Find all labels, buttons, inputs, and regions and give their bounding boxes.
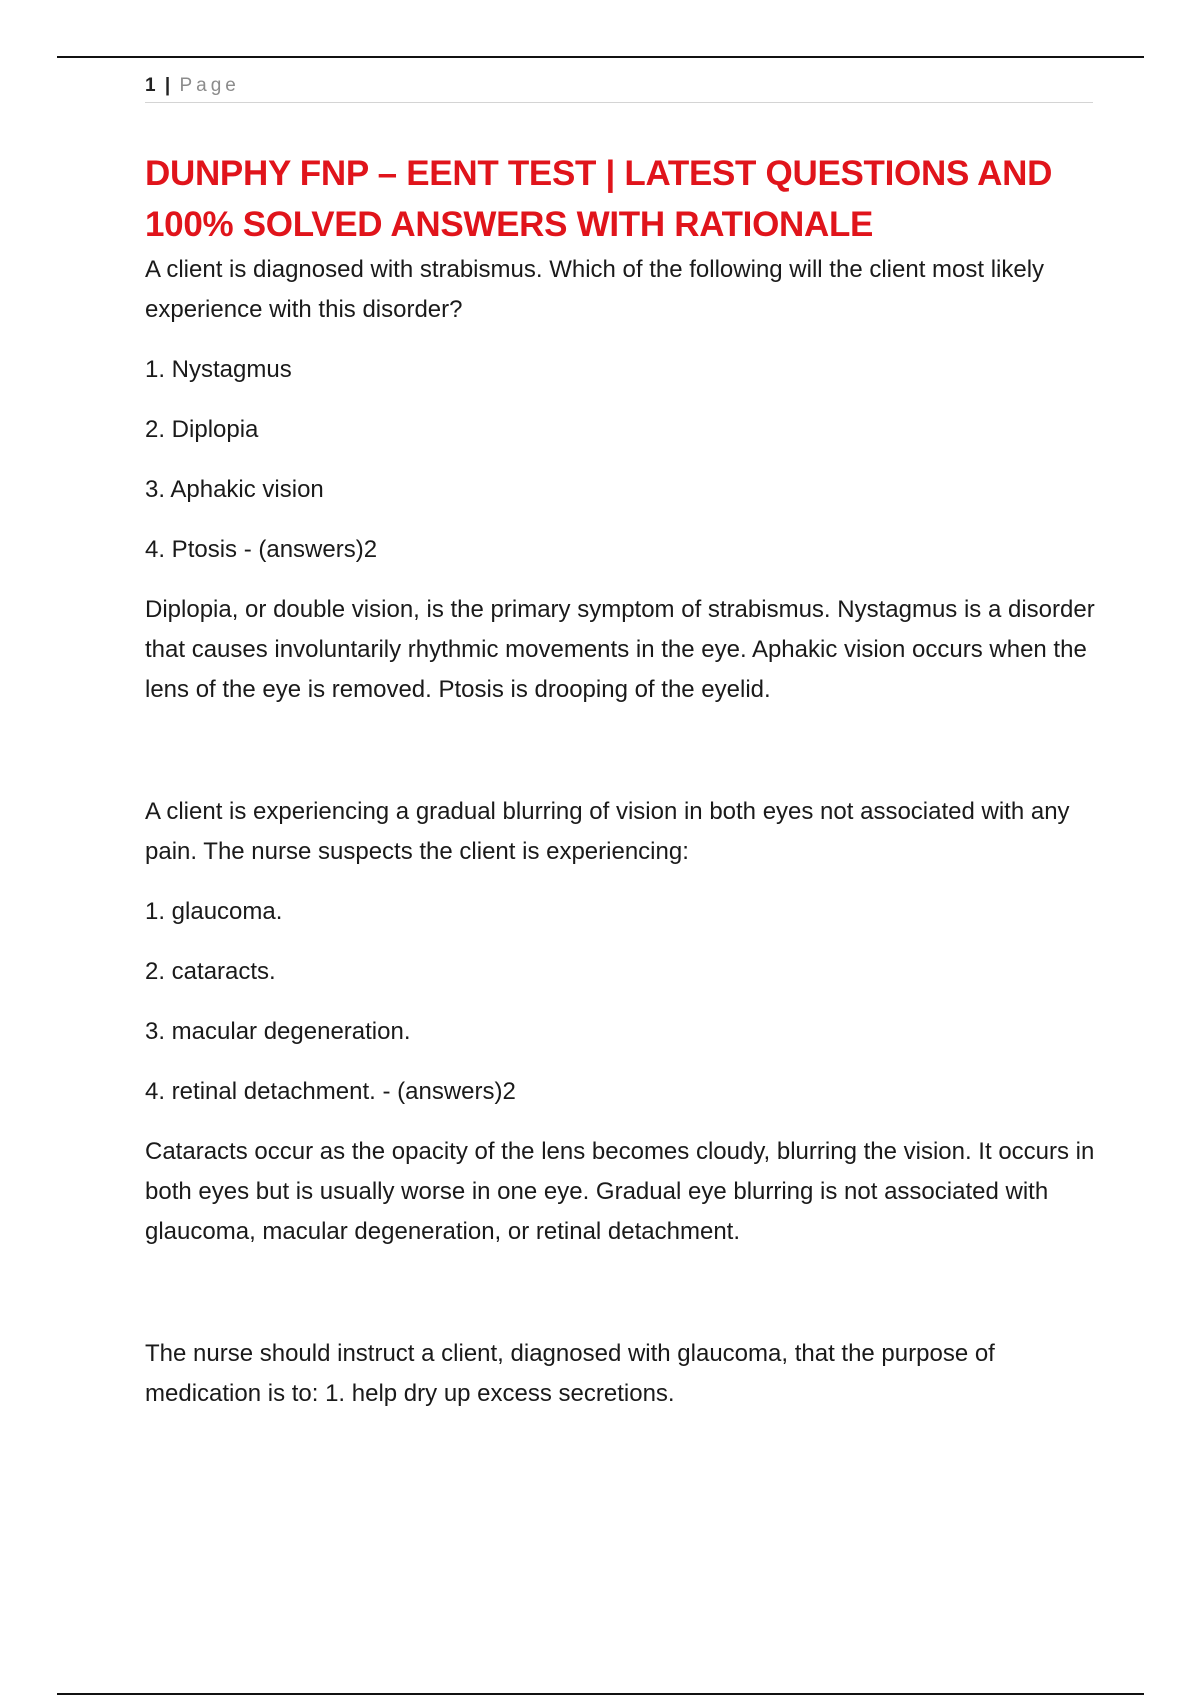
question-block-2 — [145, 792, 1095, 1252]
answer-option: 2. cataracts. — [145, 958, 276, 985]
bottom-rule — [57, 1693, 1144, 1695]
answer-option: 4. retinal detachment. - (answers)2 — [145, 1078, 516, 1105]
document-title — [145, 148, 1095, 250]
title-line-2: 100% SOLVED ANSWERS WITH RATIONALE — [145, 205, 874, 244]
rationale-text: Diplopia, or double vision, is the primary symptom of strabismus. Nystagmus is a disorder that causes involuntarily rhythmic movements in the eye. Aphakic vision occurs when the lens of the eye is removed. Ptosis is drooping of the eyelid. — [145, 596, 1095, 703]
question-prompt: A client is experiencing a gradual blurring of vision in both eyes not associated with any pain. The nurse suspects the client is experiencing: — [145, 798, 1070, 865]
question-prompt: The nurse should instruct a client, diagnosed with glaucoma, that the purpose of medication is to: 1. help dry up excess secretions. — [145, 1340, 995, 1407]
page-separator: | — [164, 75, 171, 96]
question-prompt: A client is diagnosed with strabismus. Which of the following will the client most likely experience with this disorder? — [145, 256, 1045, 323]
page-number: 1 — [145, 75, 156, 96]
question-block-3 — [145, 1334, 1095, 1414]
answer-option: 1. Nystagmus — [145, 356, 292, 383]
rationale-text: Cataracts occur as the opacity of the lens becomes cloudy, blurring the vision. It occurs in both eyes but is usually worse in one eye. Gradual eye blurring is not associated with glaucoma, macular degeneration, or retinal detachment. — [145, 1138, 1095, 1245]
answer-option: 3. Aphakic vision — [145, 476, 324, 503]
answer-option: 4. Ptosis - (answers)2 — [145, 536, 378, 563]
title-line-1: DUNPHY FNP – EENT TEST | LATEST QUESTIONS AND — [145, 154, 1053, 193]
page-label: Page — [179, 75, 240, 96]
document-body — [145, 148, 1095, 1414]
page-header — [145, 74, 1093, 103]
answer-option: 3. macular degeneration. — [145, 1018, 411, 1045]
question-block-1 — [145, 250, 1095, 710]
answer-option: 1. glaucoma. — [145, 898, 283, 925]
answer-option: 2. Diplopia — [145, 416, 259, 443]
top-rule — [57, 56, 1144, 58]
